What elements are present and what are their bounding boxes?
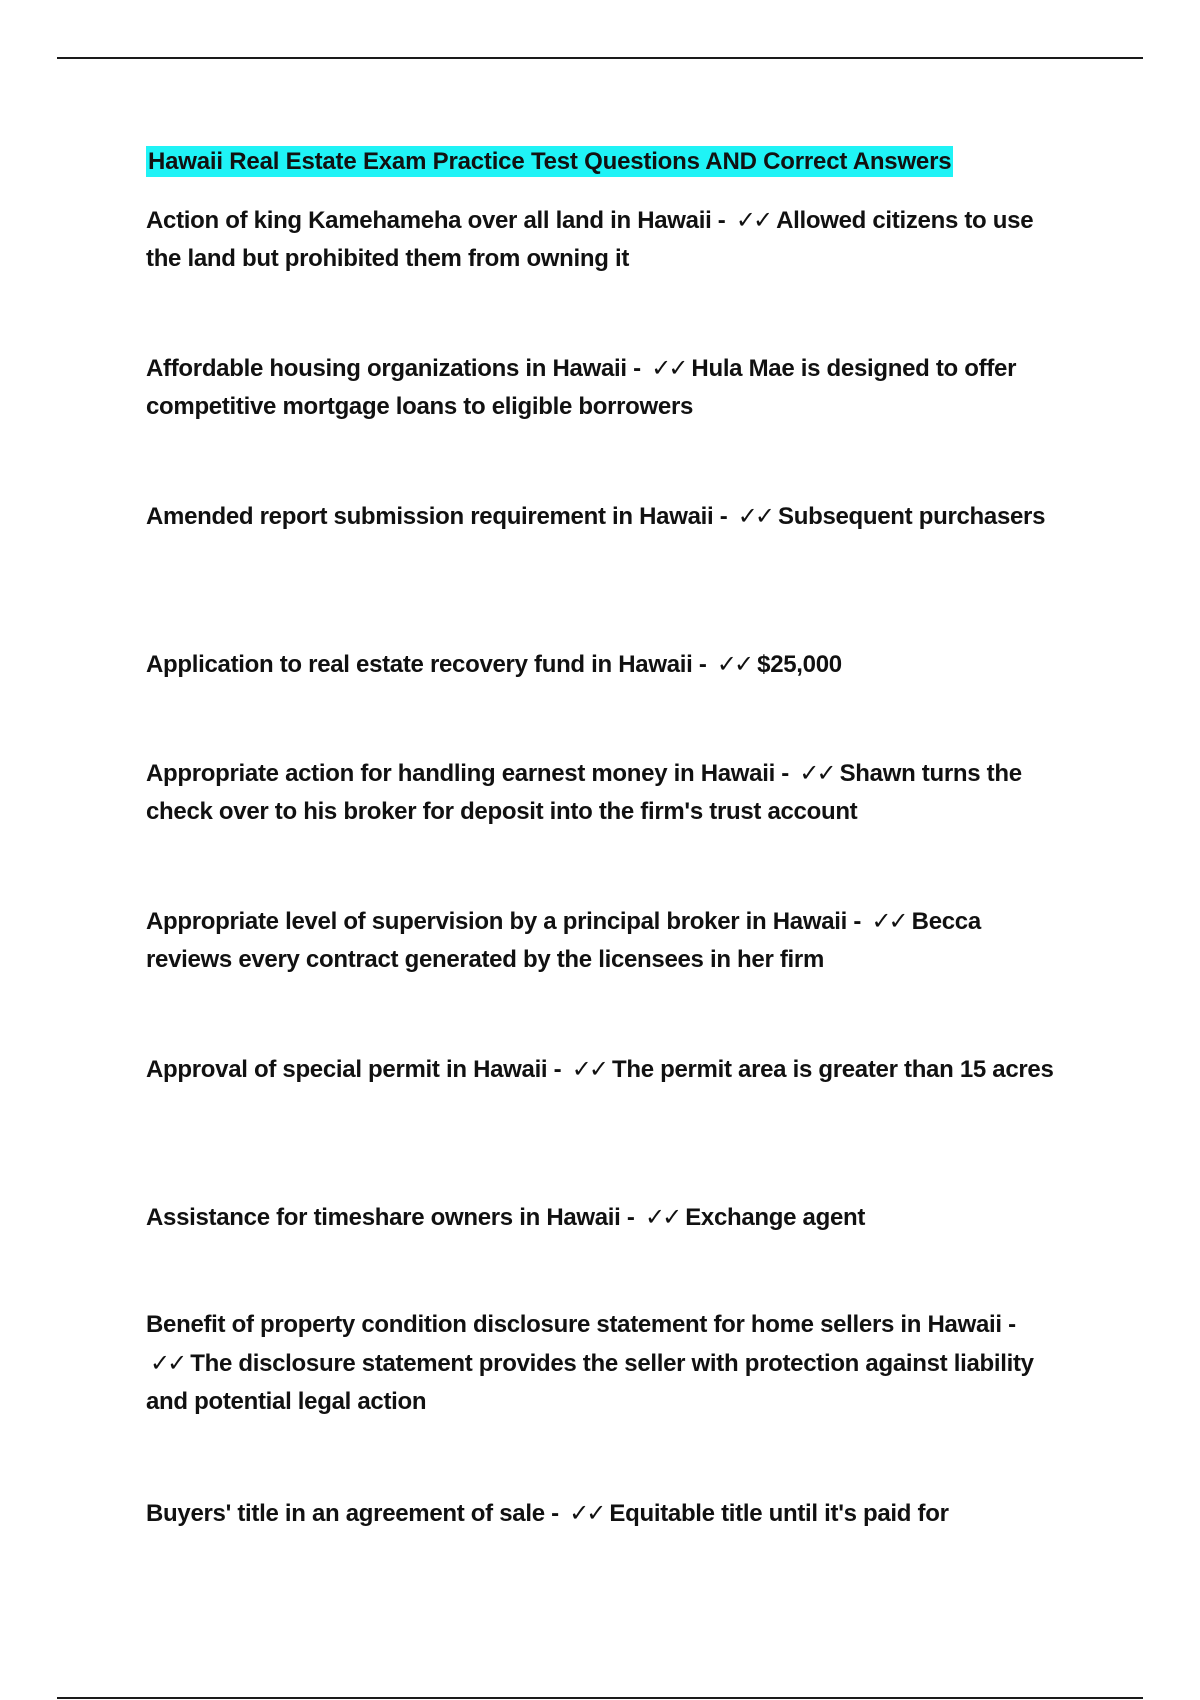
qa-item (146, 754, 1066, 831)
question-text: Approval of special permit in Hawaii (146, 1056, 548, 1083)
double-check-icon: ✓✓ (871, 907, 906, 935)
double-check-icon: ✓✓ (571, 1055, 606, 1083)
question-text: Appropriate action for handling earnest money in Hawaii (146, 760, 775, 787)
top-rule (57, 57, 1143, 59)
document-title: Hawaii Real Estate Exam Practice Test Questions AND Correct Answers (148, 148, 952, 175)
answer-text: Equitable title until it's paid for (609, 1500, 949, 1527)
question-text: Appropriate level of supervision by a principal broker in Hawaii (146, 908, 847, 935)
separator: - (620, 1204, 641, 1231)
separator: - (711, 207, 732, 234)
double-check-icon: ✓✓ (150, 1349, 185, 1377)
double-check-icon: ✓✓ (799, 759, 834, 787)
double-check-icon: ✓✓ (737, 502, 773, 530)
qa-item (146, 1494, 1066, 1533)
answer-text: The permit area is greater than 15 acres (611, 1056, 1054, 1083)
answer-text: Becca reviews every contract generated by the licensees in her firm (146, 908, 981, 973)
answer-text: The disclosure statement provides the seller with protection against liability and potential legal action (146, 1350, 1034, 1415)
separator: - (713, 503, 734, 530)
qa-item (146, 497, 1066, 536)
qa-item (146, 645, 1066, 684)
question-text: Application to real estate recovery fund in Hawaii (146, 651, 693, 678)
separator: - (626, 355, 648, 382)
document-body (146, 146, 1066, 1527)
qa-item (146, 1198, 1066, 1237)
answer-text: Exchange agent (685, 1204, 866, 1231)
separator: - (774, 760, 796, 787)
question-text: Affordable housing organizations in Hawaii (146, 355, 627, 382)
answer-text: $25,000 (757, 651, 842, 678)
question-text: Amended report submission requirement in Hawaii (146, 503, 714, 530)
separator: - (847, 908, 868, 935)
double-check-icon: ✓✓ (644, 1203, 680, 1231)
double-check-icon: ✓✓ (716, 650, 752, 678)
answer-text: Hula Mae is designed to offer competitive mortgage loans to eligible borrowers (146, 355, 1017, 420)
double-check-icon: ✓✓ (651, 354, 686, 382)
separator: - (692, 651, 713, 678)
answer-text: Allowed citizens to use the land but prohibited them from owning it (146, 207, 1034, 272)
question-text: Action of king Kamehameha over all land in Hawaii (146, 207, 712, 234)
qa-item (146, 349, 1066, 426)
separator: - (547, 1056, 568, 1083)
double-check-icon: ✓✓ (735, 206, 771, 234)
separator: - (1001, 1311, 1016, 1338)
question-text: Benefit of property condition disclosure statement for home sellers in Hawaii (146, 1311, 1002, 1338)
qa-item (146, 1050, 1066, 1089)
bottom-rule (57, 1697, 1143, 1699)
answer-text: Shawn turns the check over to his broker for deposit into the firm's trust account (146, 760, 1022, 825)
qa-item (146, 201, 1066, 278)
question-text: Assistance for timeshare owners in Hawaii (146, 1204, 621, 1231)
question-text: Buyers' title in an agreement of sale (146, 1500, 545, 1527)
answer-text: Subsequent purchasers (778, 503, 1046, 530)
qa-item (146, 1306, 1066, 1421)
separator: - (544, 1500, 566, 1527)
double-check-icon: ✓✓ (569, 1499, 604, 1527)
qa-item (146, 902, 1066, 979)
